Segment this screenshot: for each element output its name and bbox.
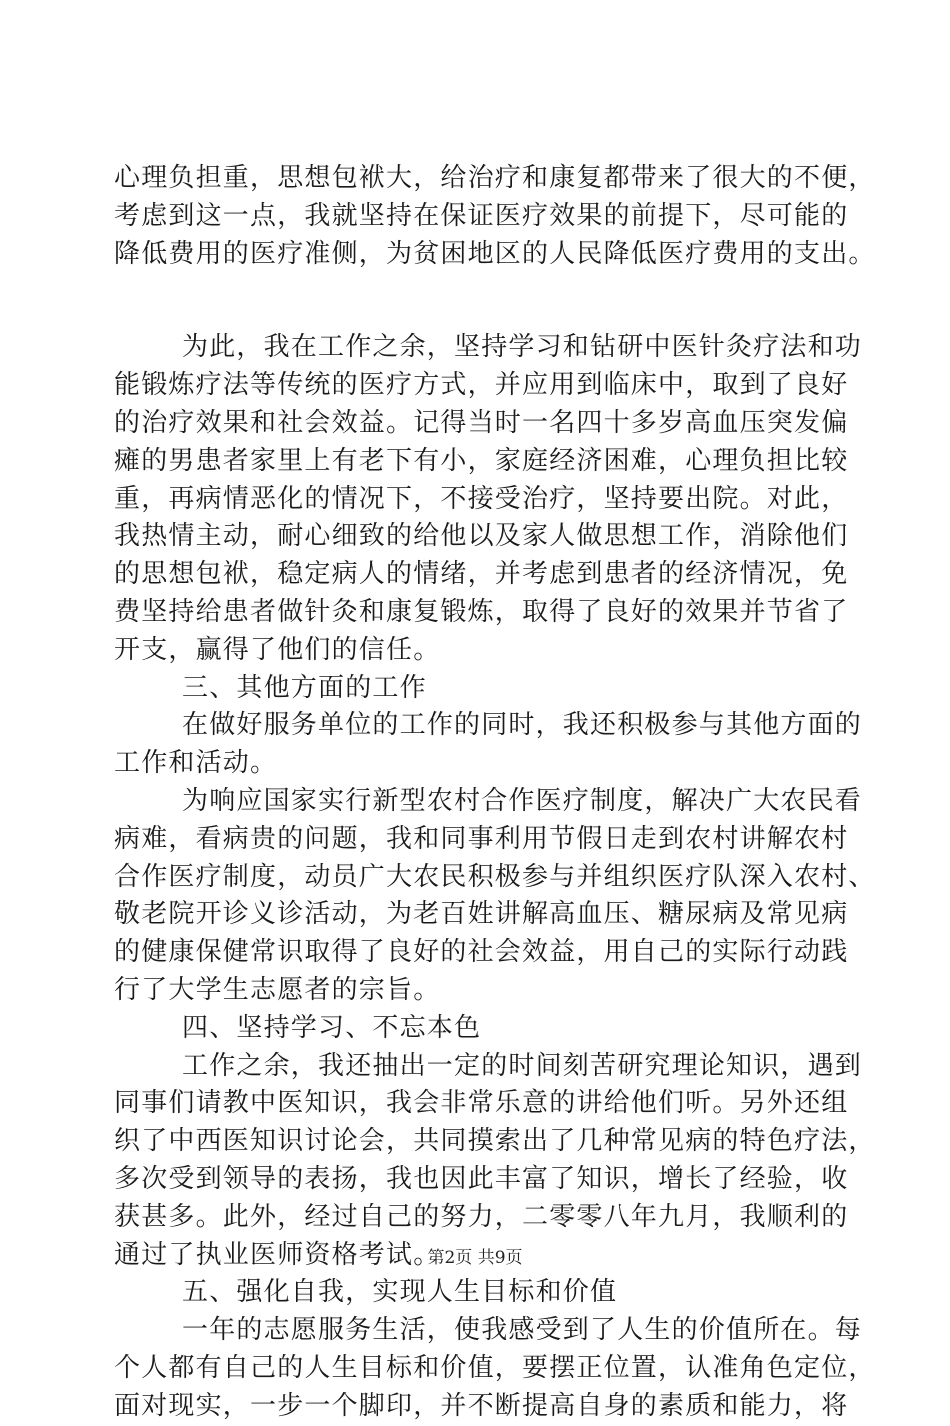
- text-line: 我热情主动，耐心细致的给他以及家人做思想工作，消除他们: [114, 521, 849, 552]
- text-line: 在做好服务单位的工作的同时，我还积极参与其他方面的: [182, 710, 863, 741]
- text-line: 瘫的男患者家里上有老下有小，家庭经济困难，心理负担比较: [114, 445, 849, 476]
- text-line: 同事们请教中医知识，我会非常乐意的讲给他们听。另外还组: [114, 1088, 849, 1119]
- paragraph: [114, 1312, 876, 1425]
- text-line: 敬老院开诊义诊活动，为老百姓讲解高血压、糖尿病及常见病: [114, 899, 849, 930]
- text-line: 为此，我在工作之余，坚持学习和钻研中医针灸疗法和功: [182, 332, 863, 363]
- text-line: 通过了执业医师资格考试。: [114, 1239, 441, 1270]
- text-line: 病难，看病贵的问题，我和同事利用节假日走到农村讲解农村: [114, 823, 849, 854]
- paragraph: [114, 783, 876, 1010]
- text-line: 一年的志愿服务生活，使我感受到了人生的价值所在。每: [182, 1315, 863, 1346]
- text-line: 个人都有自己的人生目标和价值，要摆正位置，认准角色定位，: [114, 1352, 876, 1383]
- text-line: 降低费用的医疗准侧，为贫困地区的人民降低医疗费用的支出。: [114, 238, 876, 269]
- text-line: 开支，赢得了他们的信任。: [114, 634, 441, 665]
- paragraph: [114, 1010, 850, 1048]
- text-line: 心理负担重，思想包袱大，给治疗和康复都带来了很大的不便，: [114, 163, 876, 193]
- text-line: 四、坚持学习、不忘本色: [182, 1012, 482, 1043]
- document-body: [114, 160, 876, 1426]
- text-line: 五、强化自我，实现人生目标和价值: [182, 1277, 618, 1308]
- text-line: 工作之余，我还抽出一定的时间刻苦研究理论知识，遇到: [182, 1050, 863, 1081]
- text-line: 合作医疗制度，动员广大农民积极参与并组织医疗队深入农村、: [114, 861, 876, 892]
- paragraph: [114, 707, 863, 783]
- text-line: 考虑到这一点，我就坚持在保证医疗效果的前提下，尽可能的: [114, 200, 849, 231]
- text-line: 重，再病情恶化的情况下，不接受治疗，坚持要出院。对此，: [114, 483, 849, 514]
- text-line: 织了中西医知识讨论会，共同摸索出了几种常见病的特色疗法，: [114, 1126, 876, 1157]
- paragraph: [114, 1048, 876, 1275]
- text-line: 多次受到领导的表扬，我也因此丰富了知识，增长了经验，收: [114, 1163, 849, 1194]
- text-line: 工作和活动。: [114, 748, 278, 779]
- text-line: 为响应国家实行新型农村合作医疗制度，解决广大农民看: [182, 785, 863, 816]
- text-line: 的思想包袱，稳定病人的情绪，并考虑到患者的经济情况，免: [114, 559, 849, 590]
- paragraph: [114, 670, 850, 708]
- text-line: 的治疗效果和社会效益。记得当时一名四十多岁高血压突发偏: [114, 407, 849, 438]
- text-line: 的健康保健常识取得了良好的社会效益，用自己的实际行动践: [114, 937, 849, 968]
- text-line: 能锻炼疗法等传统的医疗方式，并应用到临床中，取到了良好: [114, 370, 849, 401]
- page-footer: 第2页 共9页: [427, 1248, 523, 1268]
- paragraph: [114, 329, 863, 669]
- text-line: 费坚持给患者做针灸和康复锻炼，取得了良好的效果并节省了: [114, 596, 849, 627]
- paragraph: [114, 160, 876, 273]
- text-line: 获甚多。此外，经过自己的努力，二零零八年九月，我顺利的: [114, 1201, 849, 1232]
- paragraph: [114, 1274, 850, 1312]
- paragraph-spacer: [114, 273, 850, 329]
- text-line: 行了大学生志愿者的宗旨。: [114, 974, 441, 1005]
- text-line: 三、其他方面的工作: [182, 672, 427, 703]
- text-line: 面对现实，一步一个脚印，并不断提高自身的素质和能力，将: [114, 1390, 849, 1421]
